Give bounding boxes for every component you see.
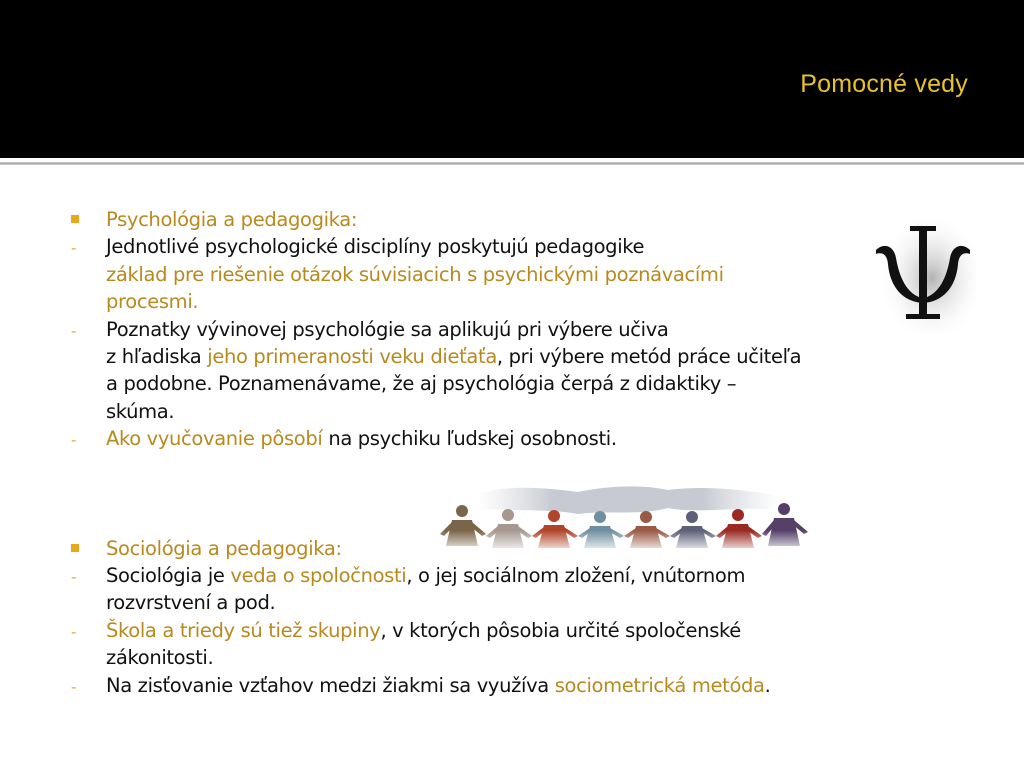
people-holding-hands-icon: [438, 480, 823, 552]
line: skúma.: [106, 399, 175, 423]
dash-bullet-icon: -: [71, 568, 77, 587]
line: z hľadiska jeho primeranosti veku dieťaťa, pri výbere metód práce učiteľa: [106, 345, 802, 369]
psi-symbol-icon: [872, 204, 976, 334]
dash-bullet-icon: -: [71, 321, 77, 340]
square-bullet-icon: [71, 215, 79, 223]
slide-title: Pomocné vedy: [800, 70, 968, 98]
line: Jednotlivé psychologické disciplíny poskytujú pedagogike: [106, 235, 645, 259]
line: Škola a triedy sú tiež skupiny, v ktorých pôsobia určité spoločenské: [106, 618, 741, 642]
dash-bullet-icon: -: [71, 239, 77, 258]
dash-bullet-icon: -: [71, 431, 77, 450]
line: Ako vyučovanie pôsobí na psychiku ľudskej osobnosti.: [106, 427, 617, 451]
line: zákonitosti.: [106, 646, 214, 670]
list-item: [68, 672, 968, 699]
line: procesmi.: [106, 290, 199, 314]
line: Na zisťovanie vzťahov medzi žiakmi sa využíva sociometrická metóda.: [106, 673, 771, 697]
slide-header: [0, 0, 1024, 158]
section-heading-sociology: Sociológia a pedagogika:: [68, 535, 968, 562]
line: Poznatky vývinovej psychológie sa aplikujú pri výbere učiva: [106, 317, 669, 341]
list-item: [68, 617, 968, 672]
line: základ pre riešenie otázok súvisiacich s psychickými poznávacími: [106, 262, 724, 286]
list-item: [68, 233, 968, 315]
list-item: [68, 562, 968, 617]
dash-bullet-icon: -: [71, 622, 77, 641]
square-bullet-icon: [71, 544, 79, 552]
section-heading-psychology: Psychológia a pedagogika:: [68, 206, 968, 233]
dash-bullet-icon: -: [71, 677, 77, 696]
list-item: [68, 425, 968, 452]
list-item: [68, 316, 968, 426]
line: Sociológia je veda o spoločnosti, o jej sociálnom zložení, vnútornom: [106, 564, 746, 588]
line: rozvrstvení a pod.: [106, 591, 276, 615]
line: a podobne. Poznamenávame, že aj psychológia čerpá z didaktiky –: [106, 372, 737, 396]
slide-content: [68, 206, 968, 699]
